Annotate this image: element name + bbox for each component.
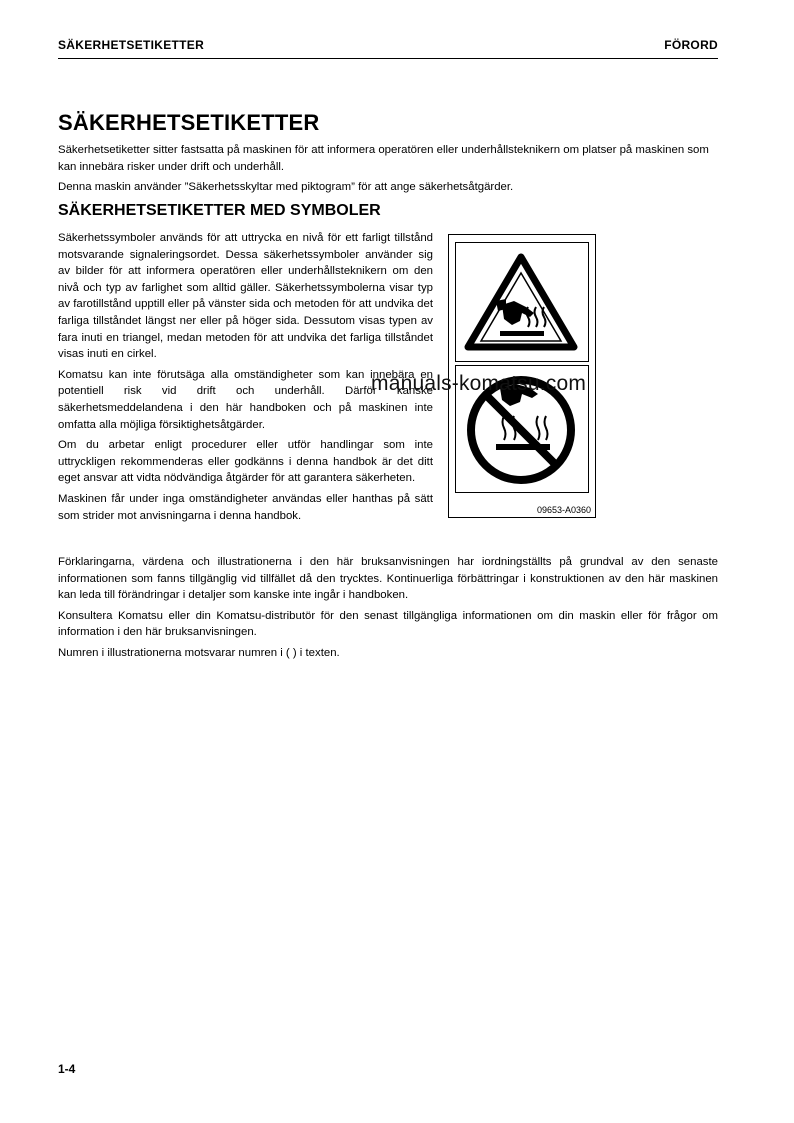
page-title: SÄKERHETSETIKETTER <box>58 110 320 135</box>
header-section: SÄKERHETSETIKETTER <box>58 38 205 52</box>
section-subtitle: SÄKERHETSETIKETTER MED SYMBOLER <box>58 202 381 219</box>
watermark: manuals-komatsu.com <box>371 372 587 395</box>
intro-paragraph-1: Säkerhetsetiketter sitter fastsatta på maskinen för att informera operatören eller underhållsteknikern om platser på maskinen som kan innebära risker under drift och underhåll. <box>58 144 709 173</box>
page-number: 1-4 <box>58 1062 76 1076</box>
figure-code: 09653-A0360 <box>536 505 591 515</box>
consult-paragraph: Konsultera Komatsu eller din Komatsu-distributör för den senast tillgängliga informationen om din maskin eller för frågor om information i den här bruksanvisningen. <box>58 609 718 639</box>
procedures-paragraph: Om du arbetar enligt procedurer eller utför handlingar som inte uttryckligen rekommenderas eller godkänns i denna handbok är det ditt eget ansvar att vidta nödvändiga åtgärder för att garantera säkerheten. <box>58 439 433 485</box>
full-width-text <box>58 554 718 666</box>
page-header <box>58 38 718 59</box>
intro-paragraph-2: Denna maskin använder ”Säkerhetsskyltar med piktogram” för att ange säkerhetsåtgärder. <box>58 181 514 194</box>
intro-text <box>58 142 718 200</box>
hot-surface-hand-warning-icon <box>456 243 587 360</box>
explanations-paragraph: Förklaringarna, värdena och illustrationerna i den här bruksanvisningen har iordningställts på grundval av den senaste informationen som fanns tillgänglig vid tillfället då den trycktes. Kontinuerliga förbättringar i konstruktionen av den här maskinen kan leda till förändringar i detaljer som kanske inte ingår i handboken. <box>58 556 718 602</box>
symbols-paragraph: Säkerhetssymboler används för att uttrycka en nivå för ett farligt tillstånd motsvarande signaleringsordet. Dessa säkerhetssymboler använder sig av bilder för att informera operatören eller underhållsteknikern om den nivå och typ av farlighet som alltid gäller. Säkerhetssymbolerna visar typ av farotillstånd upptill eller på vänster sida och metoden för att undvika det farliga tillståndet längst ner eller på höger sida. Dessutom visas typen av fara inuti en triangel, medan metoden för att undvika det farliga tillståndet visas inuti en cirkel. <box>58 232 433 361</box>
header-chapter: FÖRORD <box>664 38 718 52</box>
numbering-paragraph: Numren i illustrationerna motsvarar numren i ( ) i texten. <box>58 646 340 659</box>
komatsu-paragraph: Komatsu kan inte förutsäga alla omständigheter som kan innebära en potentiell risk vid drift och underhåll. Därför kanske säkerhetsmeddelandena i den här handboken och på maskinen inte omfatta alla möjliga försiktighetsåtgärder. <box>58 368 433 431</box>
usage-paragraph: Maskinen får under inga omständigheter användas eller hanthas på sätt som strider mot anvisningarna i denna handbok. <box>58 492 433 522</box>
hazard-panel <box>455 242 589 362</box>
